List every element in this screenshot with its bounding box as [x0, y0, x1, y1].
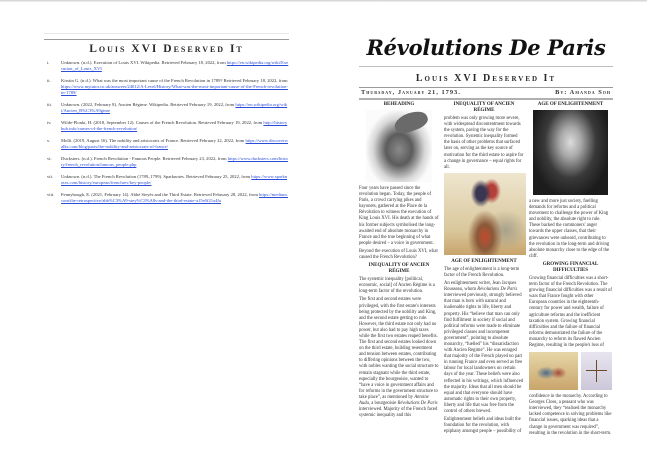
dateline [361, 89, 611, 96]
newspaper-name: Révolutions De Paris [397, 401, 438, 406]
paragraph: Growing financial difficulties was a short-term factor of the French Revolution. The growing financial difficulties was a result of wars that France fought with other European countries in the eighteenth-century for power and wealth, failure of agriculture reforms and the inefficient taxation system. Growing financial difficulties and the failure of financial reforms demonstrated the failure of the monarchy to reform its flawed Ancien Regime, resulting in the people's loss of [529, 275, 612, 348]
divider [359, 66, 613, 67]
paragraph [444, 281, 524, 415]
reference-link[interactable]: https://www.ducksters.com/history/french_revolution/famous_people.php [61, 156, 288, 168]
paragraph: a new and more just society, fuelling demands for reforms and a political movement to challenge the power of King and nobility, the absolute right to rule. These backed the commoners' anger towards the upper classes, that their grievances were unheard, contributing to the revolution in the long-term and driving absolute monarchy close to the edge of the cliff. [529, 199, 610, 259]
text-run: An enlightenment writer, Jean Jacques Rousseau, whom [444, 281, 517, 293]
section-heading: INEQUALITY OF ANCIEN RÉGIME [453, 102, 515, 113]
tax-scale-cartoon-image [581, 352, 612, 390]
divider [359, 98, 613, 100]
reference-number: viii. [47, 192, 55, 198]
reference-text: Wilde-Plonki, H. (2018, September 12). Causes of the French Revolution. Retrieved February 19, 2022, from [61, 120, 264, 126]
reference-link[interactable]: https://www.sparknotes.com/history/european/frenchrev/key-people/ [61, 174, 288, 186]
paragraph: The age of enlightenment is a long-term factor of the French Revolution. [444, 266, 520, 278]
reference-number: ii. [47, 78, 51, 83]
text-run: interviewed previously, strongly believed that man is born with natural and inalienable rights to life, liberty and property. His “believe that man can only find fulfilment in society if social and political reforms were made to eliminate privileged classes and incompetent government”, pointing to absolute monarchy, “fuelled” his “dissatisfaction with Ancien Regime”. He was enraged that majority of the French played no part in running France and even served as free labour for local landowners on certain days of the year. These beliefs were also reflected in his writings, which influenced the majority. Ideas that all men should be equal and that everyone should have automatic rights to their own property, liberty and life that was free from the control of others brewed. [444, 293, 524, 414]
section-heading: AGE OF ENLIGHTENMENT [537, 102, 604, 107]
column-1 [359, 101, 439, 421]
reference-text: Molli. (2019, August 16). The nobility and aristocrats of France. Retrieved February 22, 2022, from [61, 138, 246, 144]
reference-item [44, 138, 289, 150]
reference-number: i. [47, 60, 50, 65]
reference-item [44, 102, 289, 114]
column-2 [444, 101, 524, 437]
reference-text: Unknown. (n.d.). Execution of Louis XVI. Wikipedia. Retrieved February 18, 2022, from [61, 60, 227, 65]
section-heading: AGE OF ENLIGHTENMENT [451, 258, 517, 264]
reference-text: Ducksters. (n.d.). French Revolution - Famous People. Retrieved February 23, 2022, from [61, 156, 228, 162]
text-run: The first and second estates were privileged, with the first estate's interests being protected by the nobility and King, and the second estate getting to rule. However, the third estate not only had no power, but also had to pay high taxes while the first two estates reaped benefits. The first and second estates looked down on the third estate, building resentment and tension between estates, contributing to differing opinions between the two, with nobles wanting the social structure to remain stagnant while the third estate, especially the bourgeoisie, wanted to “have a voice in government affairs and for reforms in the government structure to take place”, as mentioned by [359, 297, 439, 400]
references-page [36, 33, 292, 453]
rousseau-portrait-image [533, 110, 608, 195]
reference-text: Unknown. (2022, February 8). Ancien Régime. Wikipedia. Retrieved February 19, 2022, from [61, 102, 236, 108]
column-3 [529, 101, 612, 439]
paragraph: Beyond the execution of Louis XVI, what caused the French Revolution? [359, 248, 438, 261]
reference-text: Fennyhough, E. (2021, February 14). Abbé Sieyès and the Third Estate. Retrieved February 28, 2022, from [61, 192, 260, 198]
reference-link[interactable]: https://medium.com/the-retrospective/abb%C3%A9-siey%C3%A8s-and-the-third-estate-a15e0f21a4fa [61, 192, 289, 204]
reference-link[interactable]: https://www.discoverwalks.com/blog/paris/the-nobility-and-aristocrats-of-france/ [61, 138, 288, 150]
paragraph: Enlightenment beliefs and ideas built the foundation for the revolution, with epiphany amongst people – possibility of [444, 417, 522, 435]
reference-item [44, 60, 289, 72]
reference-item [44, 156, 289, 168]
newspaper-name: Révolutions De Paris [477, 287, 518, 293]
section-heading: BEHEADING [383, 102, 415, 107]
section-heading: GROWING FINANCIAL DIFFICULTIES [542, 261, 599, 273]
allegory-painting-image [444, 173, 526, 255]
reference-text: Unknown. (n.d.). The French Revolution (1789–1799). Sparknotes. Retrieved February 25, 2022, from [61, 174, 252, 180]
reference-item [44, 78, 289, 97]
paragraph: Four years have passed since the revolution began. Today, the people of Paris, a crowd carrying pikes and bayonets, gathered at the Place de la Révolution to witness the execution of King Louis XVI. His death at the hands of his former subjects symbolised the long-awaited end of absolute monarchy in France and the true beginning of what people desired – a voice in government. [359, 186, 439, 246]
reference-item [44, 120, 289, 132]
paragraph: The systemic inequality [political, economic, social] of Ancien Régime is a long-term factor of the revolution. [359, 277, 435, 295]
reference-number: vi. [47, 156, 52, 162]
byline: By: Amanda Soh [555, 89, 611, 96]
paragraph: problem was only growing more severe, with widespread discontentment towards the system, paving the way for the revolution. Systemic inequality formed the basis of other problems that surfaced later on, serving as the key source of motivation for the third estate to aspire for a change in governance – equal rights for all. [444, 116, 524, 170]
divider [44, 39, 289, 40]
reference-number: iii. [47, 102, 52, 108]
newspaper-page [357, 33, 615, 450]
reference-item [44, 174, 289, 186]
paragraph: confidence in the monarchy. According to Georges Cloes, a peasant who was interviewed, they “realised the monarchy lacked competence in solving problems like financial issues, sparking ideas that a change in government was required”, resulting in the revolution in the short-term. [529, 394, 612, 436]
reference-text: Kirstin G. (n.d.). What was the most important cause of the French Revolution in 1789? Retrieved February 18, 2022, from [61, 78, 288, 83]
reference-link[interactable]: https://en.wikipedia.org/wiki/Execution_of_Louis_XVI [61, 60, 289, 72]
beheading-engraving-image [366, 110, 432, 182]
newspaper-masthead: Révolutions De Paris [366, 35, 606, 60]
divider [44, 33, 289, 34]
reference-number: v. [47, 138, 51, 144]
page-title: Louis XVI Deserved It [89, 43, 244, 55]
references-list [44, 60, 289, 210]
reference-number: vii. [47, 174, 53, 180]
text-run: , a bourgeoisie [368, 401, 398, 406]
reference-number: iv. [47, 120, 52, 126]
headline: Louis XVI Deserved It [415, 73, 557, 84]
reference-item [44, 192, 289, 204]
reference-link[interactable]: http://historyhub.info/causes-of-the-french-revolution/ [61, 120, 288, 132]
text-run: interviewed. Majority of the French faced systemic inequality and this [359, 407, 438, 419]
image-row [529, 352, 612, 390]
viewer-top-edge [0, 0, 647, 2]
section-heading: INEQUALITY OF ANCIEN RÉGIME [368, 263, 430, 275]
person-name: Antoine Audu [359, 394, 429, 406]
estates-general-image [529, 352, 578, 390]
date: Thursday, January 21, 1793. [361, 89, 461, 96]
divider [359, 87, 613, 88]
reference-link[interactable]: https://www.mytutor.co.uk/answers/24012/A-Level/History/What-was-the-most-important-cause-of-the-French-revolution-in-1789/ [61, 84, 288, 96]
paragraph [359, 297, 439, 419]
reference-link[interactable]: https://en.wikipedia.org/wiki/Ancien_R%C3%A9gime [61, 102, 288, 114]
